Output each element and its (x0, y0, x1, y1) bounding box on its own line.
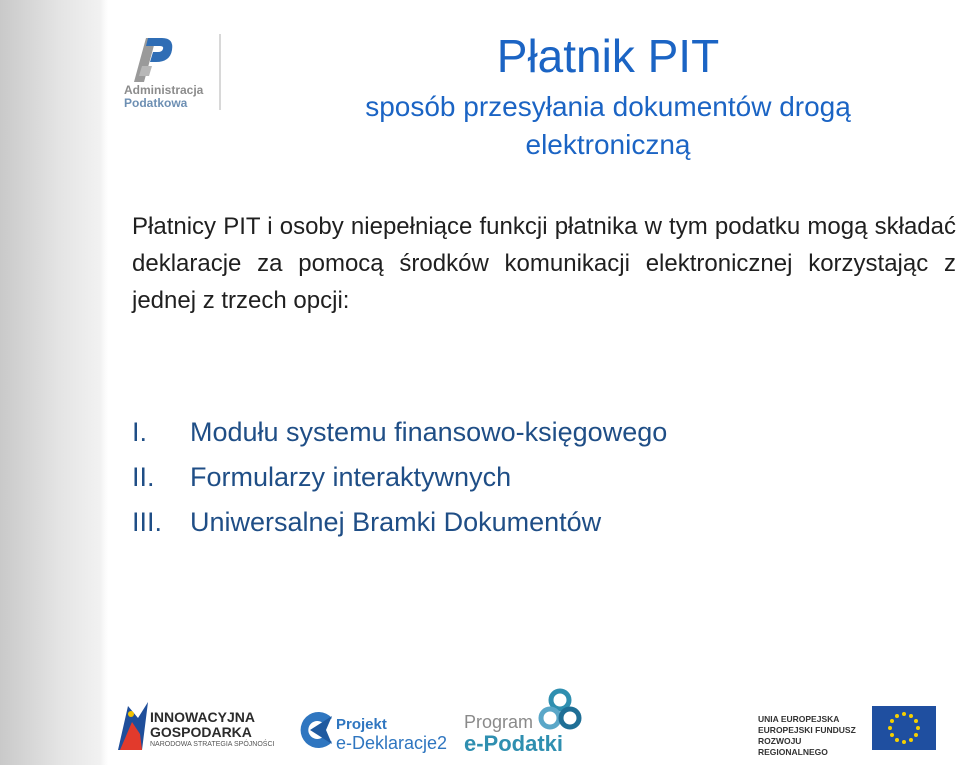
eu-logo-line2: EUROPEJSKI FUNDUSZ (758, 725, 856, 735)
side-bar (0, 0, 108, 765)
eu-flag-icon (872, 706, 936, 750)
footer-logos (108, 680, 960, 765)
epodatki-logo-icon (538, 688, 582, 732)
option-item (132, 455, 932, 500)
eu-logo-line1: UNIA EUROPEJSKA (758, 714, 840, 724)
eu-logo-line3: ROZWOJU REGIONALNEGO (758, 736, 828, 757)
option-number: III. (132, 507, 163, 537)
ap-logo-line2: Podatkowa (124, 96, 188, 110)
subtitle-line2: elektroniczną (525, 129, 691, 160)
innowacyjna-gospodarka-logo-icon (114, 700, 150, 752)
ed-logo-line1: Projekt (336, 716, 387, 733)
option-text: Uniwersalnej Bramki Dokumentów (190, 507, 602, 537)
option-number: II. (132, 462, 155, 492)
ig-logo-line1: INNOWACYJNA (150, 709, 256, 725)
ep-logo-line1: Program (464, 712, 534, 732)
administracja-podatkowa-logo (122, 32, 222, 112)
option-item (132, 500, 932, 545)
slide-subtitle (280, 88, 936, 164)
options-list (132, 410, 932, 545)
logo-divider (219, 34, 221, 110)
ap-emblem-icon (128, 32, 176, 84)
slide-title: Płatnik PIT (496, 30, 720, 82)
subtitle-line1: sposób przesyłania dokumentów drogą (365, 91, 851, 122)
ap-logo-line1: Administracja (124, 83, 204, 97)
edeklaracje-logo-icon (292, 708, 336, 752)
intro-paragraph: Płatnicy PIT i osoby niepełniące funkcji płatnika w tym podatku mogą składać deklaracje za pomocą środków komunikacji elektronicznej korzystając z jednej z trzech opcji: (132, 213, 956, 314)
ep-logo-line2: e-Podatki (464, 731, 564, 756)
option-text: Modułu systemu finansowo-księgowego (190, 417, 668, 447)
ed-logo-line2: e-Deklaracje2 (336, 733, 448, 753)
option-number: I. (132, 417, 148, 447)
option-item (132, 410, 932, 455)
ig-logo-line3: NARODOWA STRATEGIA SPÓJNOŚCI (150, 741, 275, 748)
ig-logo-line2: GOSPODARKA (150, 724, 252, 740)
option-text: Formularzy interaktywnych (190, 462, 512, 492)
